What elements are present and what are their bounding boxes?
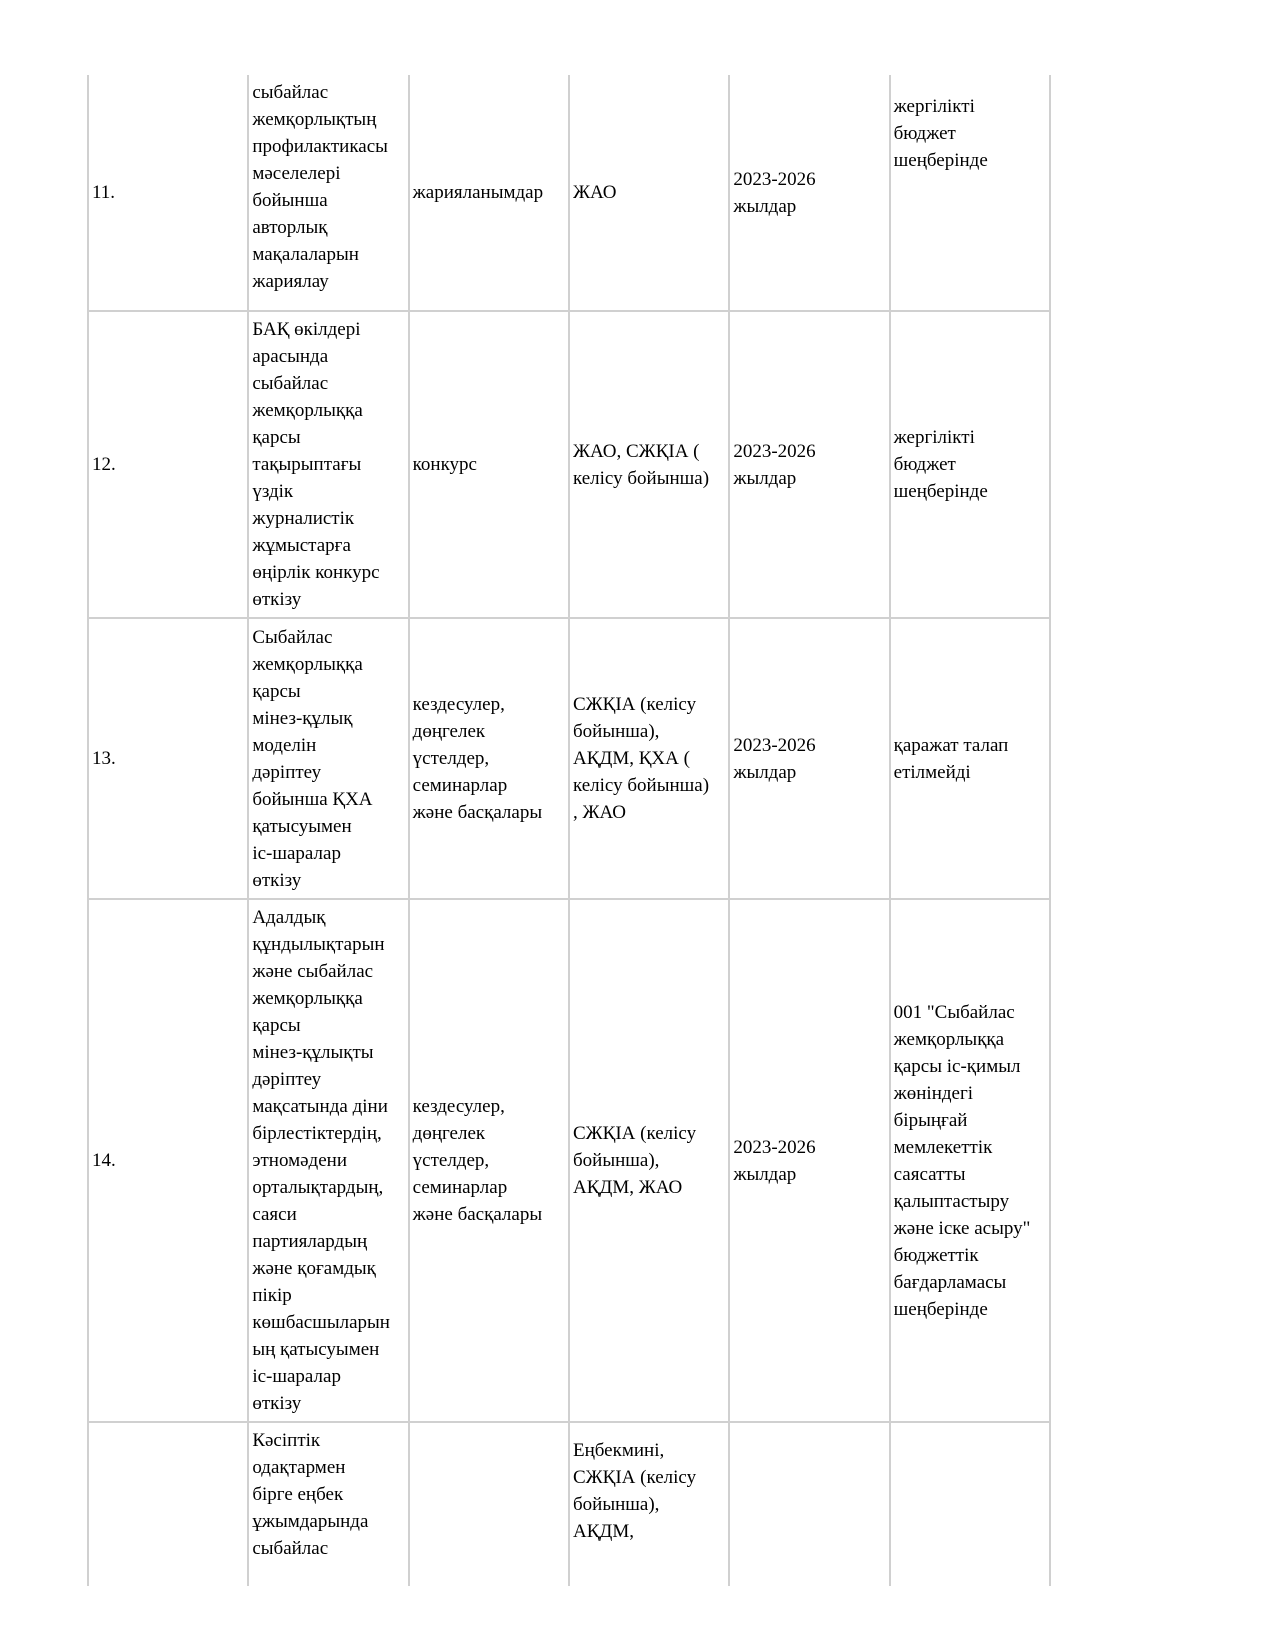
row-number	[88, 1422, 248, 1586]
completion-form: кездесулер, дөңгелек үстелдер, семинарлар және басқалары	[409, 618, 569, 899]
funding-source: жергілікті бюджет шеңберінде	[890, 75, 1050, 311]
event-name: сыбайлас жемқорлықтың профилактикасы мәселелері бойынша авторлық мақалаларын жариялау	[248, 75, 408, 311]
table-row	[88, 618, 1050, 899]
term: 2023-2026 жылдар	[729, 311, 889, 618]
table-row	[88, 75, 1050, 311]
term: 2023-2026 жылдар	[729, 618, 889, 899]
event-name: Адалдық құндылықтарын және сыбайлас жемқорлыққа қарсы мінез-құлықты дәріптеу мақсатында діни бірлестіктердің, этномәдени орталықтардың, саяси партиялардың және қоғамдық пікір көшбасшыларын ың қатысуымен іс-шаралар өткізу	[248, 899, 408, 1422]
completion-form: жарияланымдар	[409, 75, 569, 311]
term	[729, 1422, 889, 1586]
funding-source: жергілікті бюджет шеңберінде	[890, 311, 1050, 618]
term: 2023-2026 жылдар	[729, 899, 889, 1422]
responsible: ЖАО	[569, 75, 729, 311]
row-number: 11.	[88, 75, 248, 311]
completion-form: кездесулер, дөңгелек үстелдер, семинарлар және басқалары	[409, 899, 569, 1422]
completion-form	[409, 1422, 569, 1586]
row-number: 12.	[88, 311, 248, 618]
row-number: 14.	[88, 899, 248, 1422]
completion-form: конкурс	[409, 311, 569, 618]
table-row	[88, 1422, 1050, 1586]
funding-source	[890, 1422, 1050, 1586]
table-row	[88, 311, 1050, 618]
event-name: Сыбайлас жемқорлыққа қарсы мінез-құлық моделін дәріптеу бойынша ҚХА қатысуымен іс-шаралар өткізу	[248, 618, 408, 899]
table-row	[88, 899, 1050, 1422]
event-name: Кәсіптік одақтармен бірге еңбек ұжымдарында сыбайлас	[248, 1422, 408, 1586]
row-number: 13.	[88, 618, 248, 899]
responsible: СЖҚІА (келісу бойынша), АҚДМ, ЖАО	[569, 899, 729, 1422]
responsible: ЖАО, СЖҚІА ( келісу бойынша)	[569, 311, 729, 618]
action-plan-table	[87, 75, 1051, 1586]
funding-source: 001 "Сыбайлас жемқорлыққа қарсы іс-қимыл жөніндегі бірыңғай мемлекеттік саясатты қалыптастыру және іске асыру" бюджеттік бағдарламасы шеңберінде	[890, 899, 1050, 1422]
term: 2023-2026 жылдар	[729, 75, 889, 311]
responsible: Еңбекмині, СЖҚІА (келісу бойынша), АҚДМ,	[569, 1422, 729, 1586]
funding-source: қаражат талап етілмейді	[890, 618, 1050, 899]
event-name: БАҚ өкілдері арасында сыбайлас жемқорлыққа қарсы тақырыптағы үздік журналистік жұмыстарға өңірлік конкурс өткізу	[248, 311, 408, 618]
responsible: СЖҚІА (келісу бойынша), АҚДМ, ҚХА ( келісу бойынша) , ЖАО	[569, 618, 729, 899]
